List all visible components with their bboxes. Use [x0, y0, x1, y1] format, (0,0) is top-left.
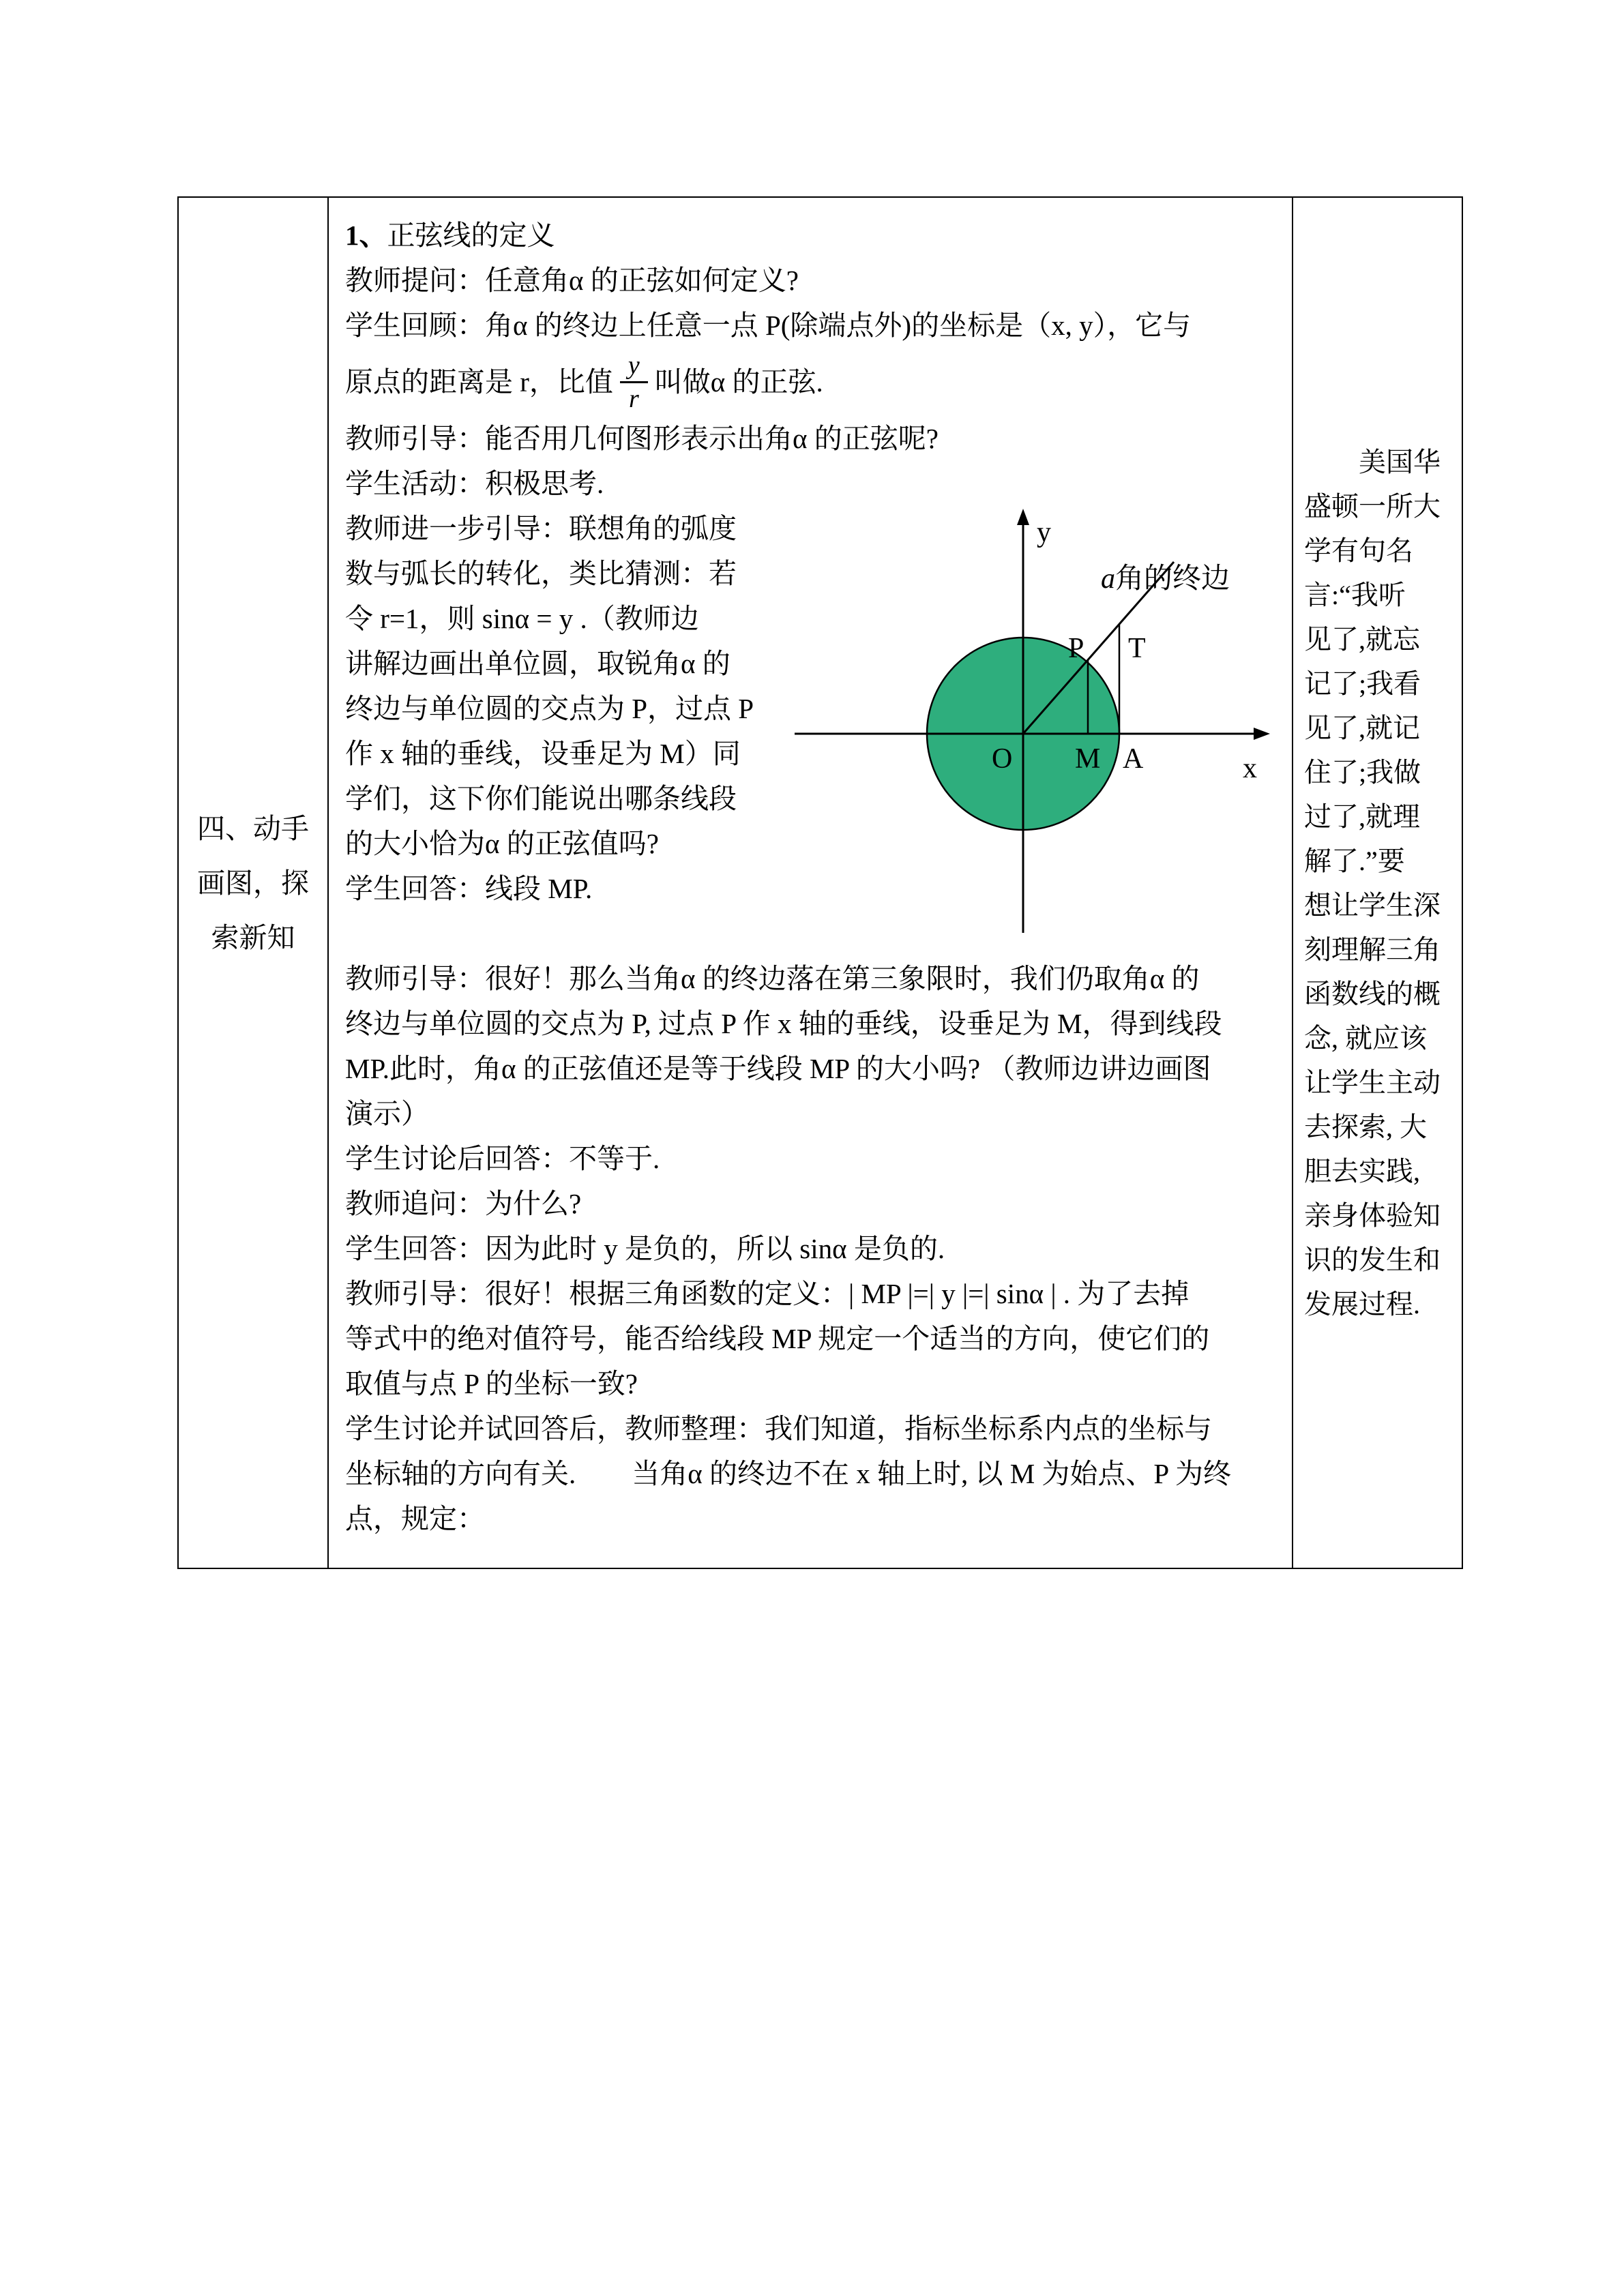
lesson-plan-table: [177, 196, 1463, 1569]
text-line: 记了;我看: [1304, 668, 1421, 699]
heading-number: 1、: [345, 220, 387, 251]
text-line: 学生活动：积极思考.: [345, 468, 604, 499]
content-heading: [345, 213, 1275, 258]
text-line: 解了.”要: [1304, 845, 1405, 876]
text-line: 点，规定：: [345, 1503, 485, 1534]
content-narrow-lines: [345, 506, 782, 911]
text-line: 见了,就记: [1304, 712, 1420, 743]
y-axis-arrow-icon: [1017, 509, 1029, 525]
text-line: 发展过程.: [1304, 1288, 1420, 1320]
text-line: 识的发生和: [1304, 1244, 1441, 1275]
section-title-cell: [178, 197, 328, 1568]
text-line: 教师进一步引导：联想角的弧度: [345, 513, 737, 544]
label-terminal-rest: 角的终边: [1115, 563, 1230, 595]
text-line: 念, 就应该: [1304, 1022, 1427, 1054]
text-line: 演示）: [345, 1098, 429, 1129]
text-line: 教师追问：为什么?: [345, 1188, 582, 1219]
text-line: 教师引导：很好！根据三角函数的定义：| MP |=| y |=| sinα | . 为了去掉: [345, 1278, 1190, 1309]
text-line: 坐标轴的方向有关. 当角α 的终边不在 x 轴上时, 以 M 为始点、P 为终: [345, 1458, 1231, 1489]
text-line: 的大小恰为α 的正弦值吗?: [345, 828, 659, 859]
unit-circle-svg: [782, 506, 1273, 956]
text-line: 刻理解三角: [1304, 934, 1441, 965]
label-origin: O: [992, 743, 1013, 775]
fraction-denominator: r: [628, 384, 639, 413]
fraction-y-over-r: [620, 350, 648, 415]
text-line: MP.此时，角α 的正弦值还是等于线段 MP 的大小吗? （教师边讲边画图: [345, 1053, 1211, 1084]
text-line: 教师引导：能否用几何图形表示出角α 的正弦呢?: [345, 423, 939, 454]
text-line: 学生回答：因为此时 y 是负的，所以 sinα 是负的.: [345, 1233, 945, 1264]
unit-circle-diagram: [782, 506, 1275, 956]
label-x-axis: x: [1243, 753, 1257, 784]
text-line: 想让学生深: [1304, 889, 1441, 921]
text-line: 教师提问：任意角α 的正弦如何定义?: [345, 265, 799, 296]
text-line: 终边与单位圆的交点为 P, 过点 P 作 x 轴的垂线，设垂足为 M，得到线段: [345, 1008, 1222, 1039]
label-terminal-a: a: [1101, 563, 1115, 595]
fraction-sentence-before: 原点的距离是 r，比值: [345, 366, 613, 398]
content-bottom-lines: [345, 956, 1275, 1541]
text-line: 美国华: [1359, 446, 1441, 477]
label-point-t: T: [1128, 633, 1146, 664]
fraction-sentence-after: 叫做α 的正弦.: [654, 366, 823, 398]
fraction-numerator: y: [620, 350, 648, 383]
lesson-content-cell: [328, 197, 1293, 1568]
text-line: 过了,就理: [1304, 801, 1420, 832]
text-line: 学们，这下你们能说出哪条线段: [345, 783, 737, 814]
text-line: 去探索, 大: [1304, 1111, 1427, 1142]
note-cell: [1293, 197, 1462, 1568]
text-line: 盛顿一所大: [1304, 490, 1441, 522]
fraction-sentence: [345, 348, 1275, 416]
label-point-a: A: [1123, 743, 1144, 775]
section-title: [183, 801, 323, 965]
text-line: 终边与单位圆的交点为 P，过点 P: [345, 693, 754, 724]
text-line: 教师引导：很好！那么当角α 的终边落在第三象限时，我们仍取角α 的: [345, 963, 1200, 994]
text-and-diagram-row: [345, 506, 1275, 956]
text-line: 学有句名: [1304, 535, 1413, 566]
label-y-axis: y: [1037, 517, 1051, 548]
text-line: 作 x 轴的垂线，设垂足为 M）同: [345, 738, 741, 769]
text-line: 学生讨论后回答：不等于.: [345, 1143, 660, 1174]
text-line: 学生回顾：角α 的终边上任意一点 P(除端点外)的坐标是（x, y），它与: [345, 310, 1192, 341]
text-line: 四、动手: [197, 812, 309, 844]
label-point-m: M: [1075, 743, 1101, 775]
text-line: 学生回答：线段 MP.: [345, 873, 593, 904]
label-terminal-side: [1101, 563, 1230, 595]
heading-text: 正弦线的定义: [387, 220, 555, 251]
text-line: 让学生主动: [1304, 1067, 1441, 1098]
content-mid-lines: [345, 416, 1275, 506]
text-line: 等式中的绝对值符号，能否给线段 MP 规定一个适当的方向，使它们的: [345, 1323, 1210, 1354]
text-line: 令 r=1，则 sinα = y .（教师边: [345, 603, 699, 634]
text-line: 索新知: [211, 921, 295, 953]
text-line: 亲身体验知: [1304, 1199, 1441, 1231]
label-point-p: P: [1068, 633, 1084, 664]
note-text: [1304, 440, 1451, 1326]
text-line: 数与弧长的转化，类比猜测：若: [345, 558, 737, 589]
text-line: 见了,就忘: [1304, 623, 1420, 655]
text-line: 言:“我听: [1304, 579, 1406, 610]
x-axis-arrow-icon: [1254, 728, 1270, 740]
text-line: 胆去实践,: [1304, 1155, 1420, 1187]
content-top-lines: [345, 258, 1275, 348]
text-line: 学生讨论并试回答后，教师整理：我们知道，指标坐标系内点的坐标与: [345, 1413, 1212, 1444]
text-line: 画图，探: [197, 867, 309, 899]
text-line: 讲解边画出单位圆，取锐角α 的: [345, 648, 730, 679]
text-line: 取值与点 P 的坐标一致?: [345, 1368, 638, 1399]
text-line: 住了;我做: [1304, 756, 1421, 788]
text-line: 函数线的概: [1304, 978, 1441, 1009]
